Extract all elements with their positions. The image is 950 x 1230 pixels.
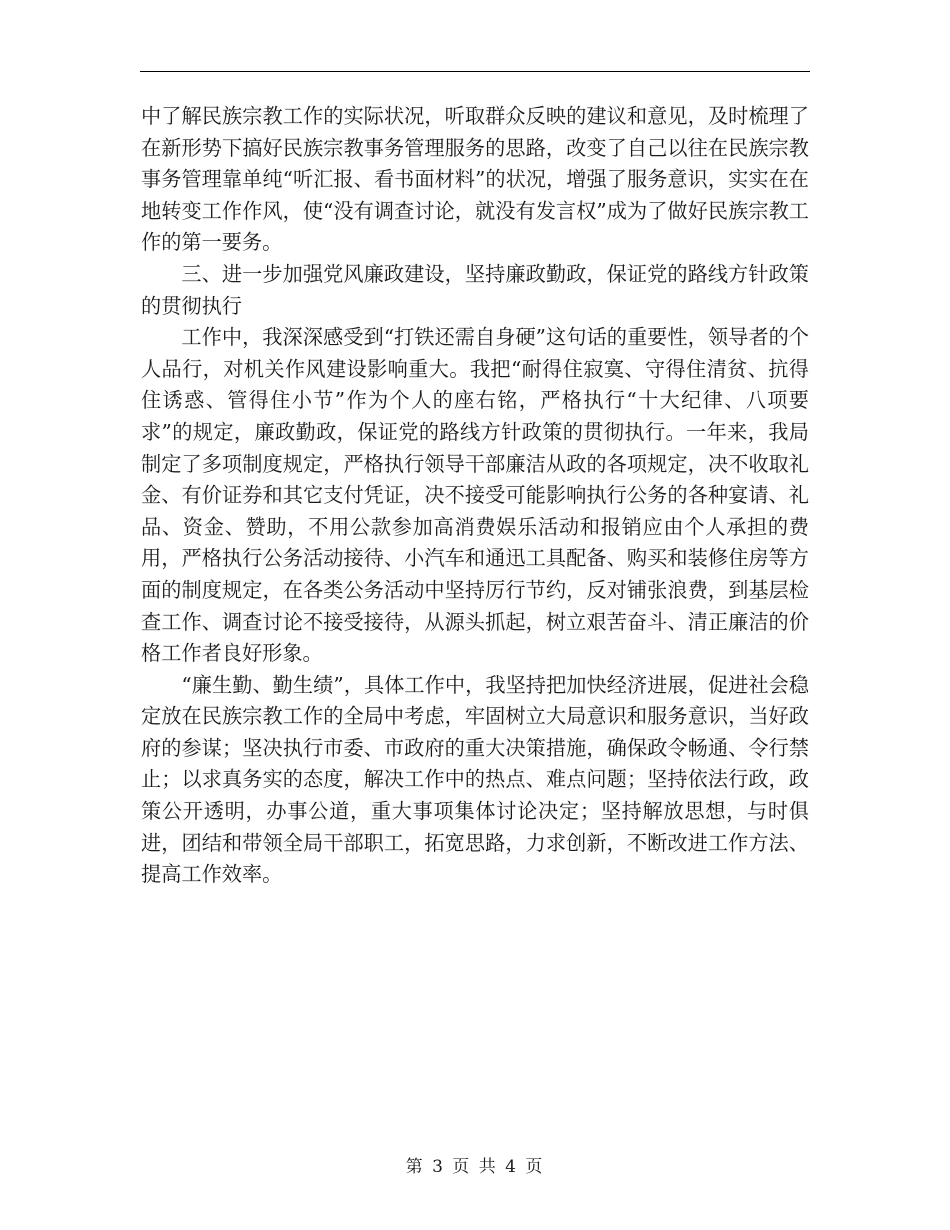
header-rule <box>140 71 810 72</box>
section-heading: 三、进一步加强党风廉政建设，坚持廉政勤政，保证党的路线方针政策的贯彻执行 <box>141 261 809 318</box>
page-number-footer: 第 3 页 共 4 页 <box>405 1157 545 1177</box>
paragraph: 工作中，我深深感受到“打铁还需自身硬”这句话的重要性，领导者的个人品行，对机关作风建设影响重大。我把“耐得住寂寞、守得住清贫、抗得住诱惑、管得住小节”作为个人的座右铭，严格执行“十大纪律、八项要求”的规定，廉政勤政，保证党的路线方针政策的贯彻执行。一年来，我局制定了多项制度规定，严格执行领导干部廉洁从政的各项规定，决不收取礼金、有价证券和其它支付凭证，决不接受可能影响执行公务的各种宴请、礼品、资金、赞助，不用公款参加高消费娱乐活动和报销应由个人承担的费用，严格执行公务活动接待、小汽车和通迅工具配备、购买和装修住房等方面的制度规定，在各类公务活动中坚持厉行节约，反对铺张浪费，到基层检查工作、调查讨论不接受接待，从源头抓起，树立艰苦奋斗、清正廉洁的价格工作者良好形象。 <box>141 325 809 666</box>
paragraph-continuation: 中了解民族宗教工作的实际状况，听取群众反映的建议和意见，及时梳理了在新形势下搞好民族宗教事务管理服务的思路，改变了自己以往在民族宗教事务管理靠单纯“听汇报、看书面材料”的状况，增强了服务意识，实实在在地转变工作作风，使“没有调查讨论，就没有发言权”成为了做好民族宗教工作的第一要务。 <box>141 104 809 255</box>
document-body <box>141 101 809 891</box>
paragraph: “廉生勤、勤生绩”，具体工作中，我坚持把加快经济进展，促进社会稳定放在民族宗教工作的全局中考虑，牢固树立大局意识和服务意识，当好政府的参谋；坚决执行市委、市政府的重大决策措施，确保政令畅通、令行禁止；以求真务实的态度，解决工作中的热点、难点问题；坚持依法行政，政策公开透明，办事公道，重大事项集体讨论决定；坚持解放思想，与时俱进，团结和带领全局干部职工，拓宽思路，力求创新，不断改进工作方法、提高工作效率。 <box>141 672 809 887</box>
